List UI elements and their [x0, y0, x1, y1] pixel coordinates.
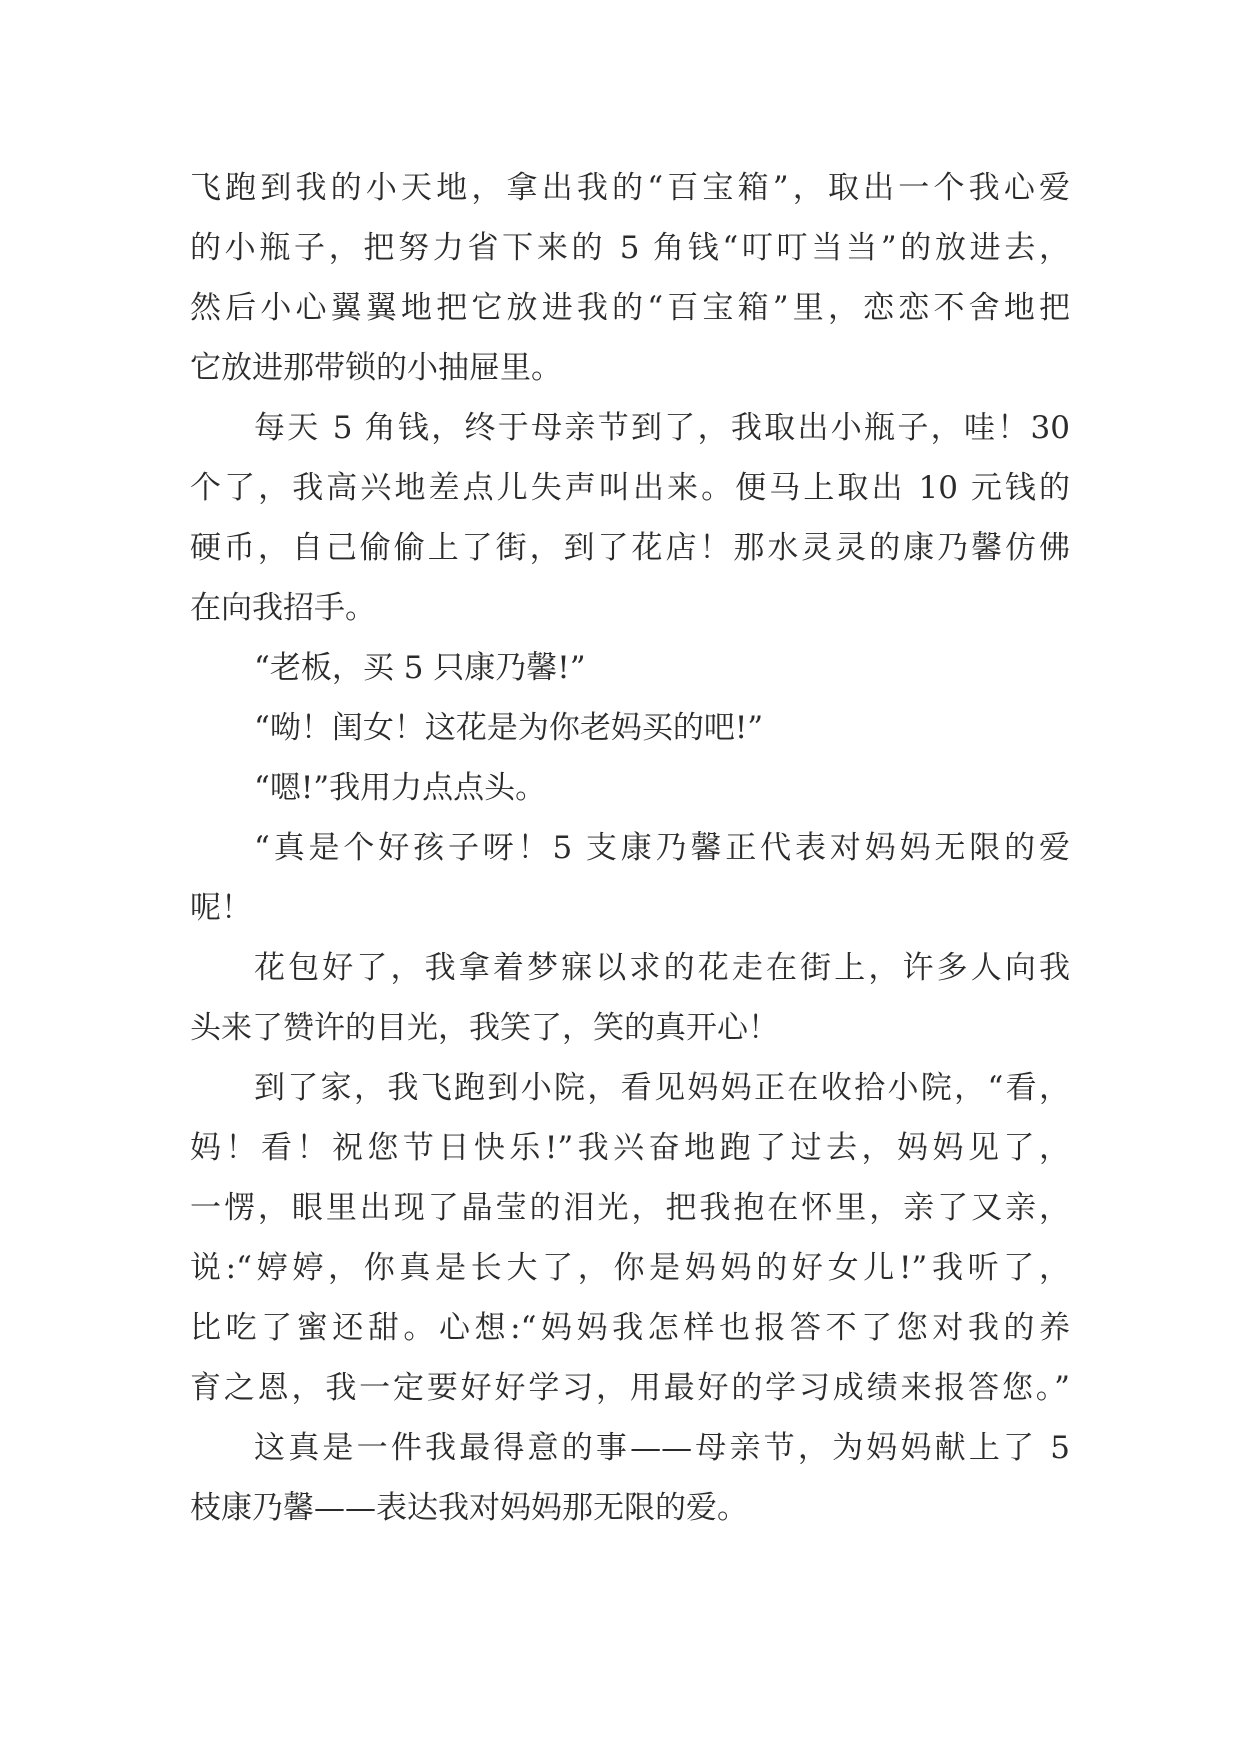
text-line: 它放进那带锁的小抽屉里。 — [190, 350, 562, 386]
text-line: 在向我招手。 — [190, 590, 376, 626]
text-line: “真是个好孩子呀！5 支康乃馨正代表对妈妈无限的爱 — [254, 830, 1070, 866]
text-line: 硬币，自己偷偷上了街，到了花店！那水灵灵的康乃馨仿佛 — [190, 530, 1070, 566]
text-line: 呢！ — [190, 890, 252, 926]
text-line: 每天 5 角钱，终于母亲节到了，我取出小瓶子，哇！30 — [254, 410, 1070, 446]
text-line: 的小瓶子，把努力省下来的 5 角钱“叮叮当当”的放进去， — [190, 230, 1070, 266]
text-line: “老板，买 5 只康乃馨!” — [254, 650, 586, 686]
text-line: 个了，我高兴地差点儿失声叫出来。便马上取出 10 元钱的 — [190, 470, 1070, 506]
text-line: 育之恩，我一定要好好学习，用最好的学习成绩来报答您。” — [190, 1370, 1070, 1406]
text-line: 然后小心翼翼地把它放进我的“百宝箱”里，恋恋不舍地把 — [190, 290, 1070, 326]
text-line: 说:“婷婷，你真是长大了，你是妈妈的好女儿!”我听了， — [190, 1250, 1070, 1286]
essay-body — [190, 158, 1070, 1538]
text-line: “呦！闺女！这花是为你老妈买的吧!” — [254, 710, 764, 746]
text-line: 到了家，我飞跑到小院，看见妈妈正在收拾小院，“看， — [254, 1070, 1070, 1106]
text-line: 妈！看！祝您节日快乐!”我兴奋地跑了过去，妈妈见了， — [190, 1130, 1070, 1166]
text-line: 飞跑到我的小天地，拿出我的“百宝箱”，取出一个我心爱 — [190, 170, 1070, 206]
text-line: 花包好了，我拿着梦寐以求的花走在街上，许多人向我 — [254, 950, 1070, 986]
text-line: 一愣，眼里出现了晶莹的泪光，把我抱在怀里，亲了又亲， — [190, 1190, 1070, 1226]
text-line: 枝康乃馨——表达我对妈妈那无限的爱。 — [190, 1490, 748, 1526]
text-line: 比吃了蜜还甜。心想:“妈妈我怎样也报答不了您对我的养 — [190, 1310, 1070, 1346]
text-line: 这真是一件我最得意的事——母亲节，为妈妈献上了 5 — [254, 1430, 1070, 1466]
text-line: “嗯!”我用力点点头。 — [254, 770, 547, 806]
text-line: 头来了赞许的目光，我笑了，笑的真开心！ — [190, 1010, 779, 1046]
